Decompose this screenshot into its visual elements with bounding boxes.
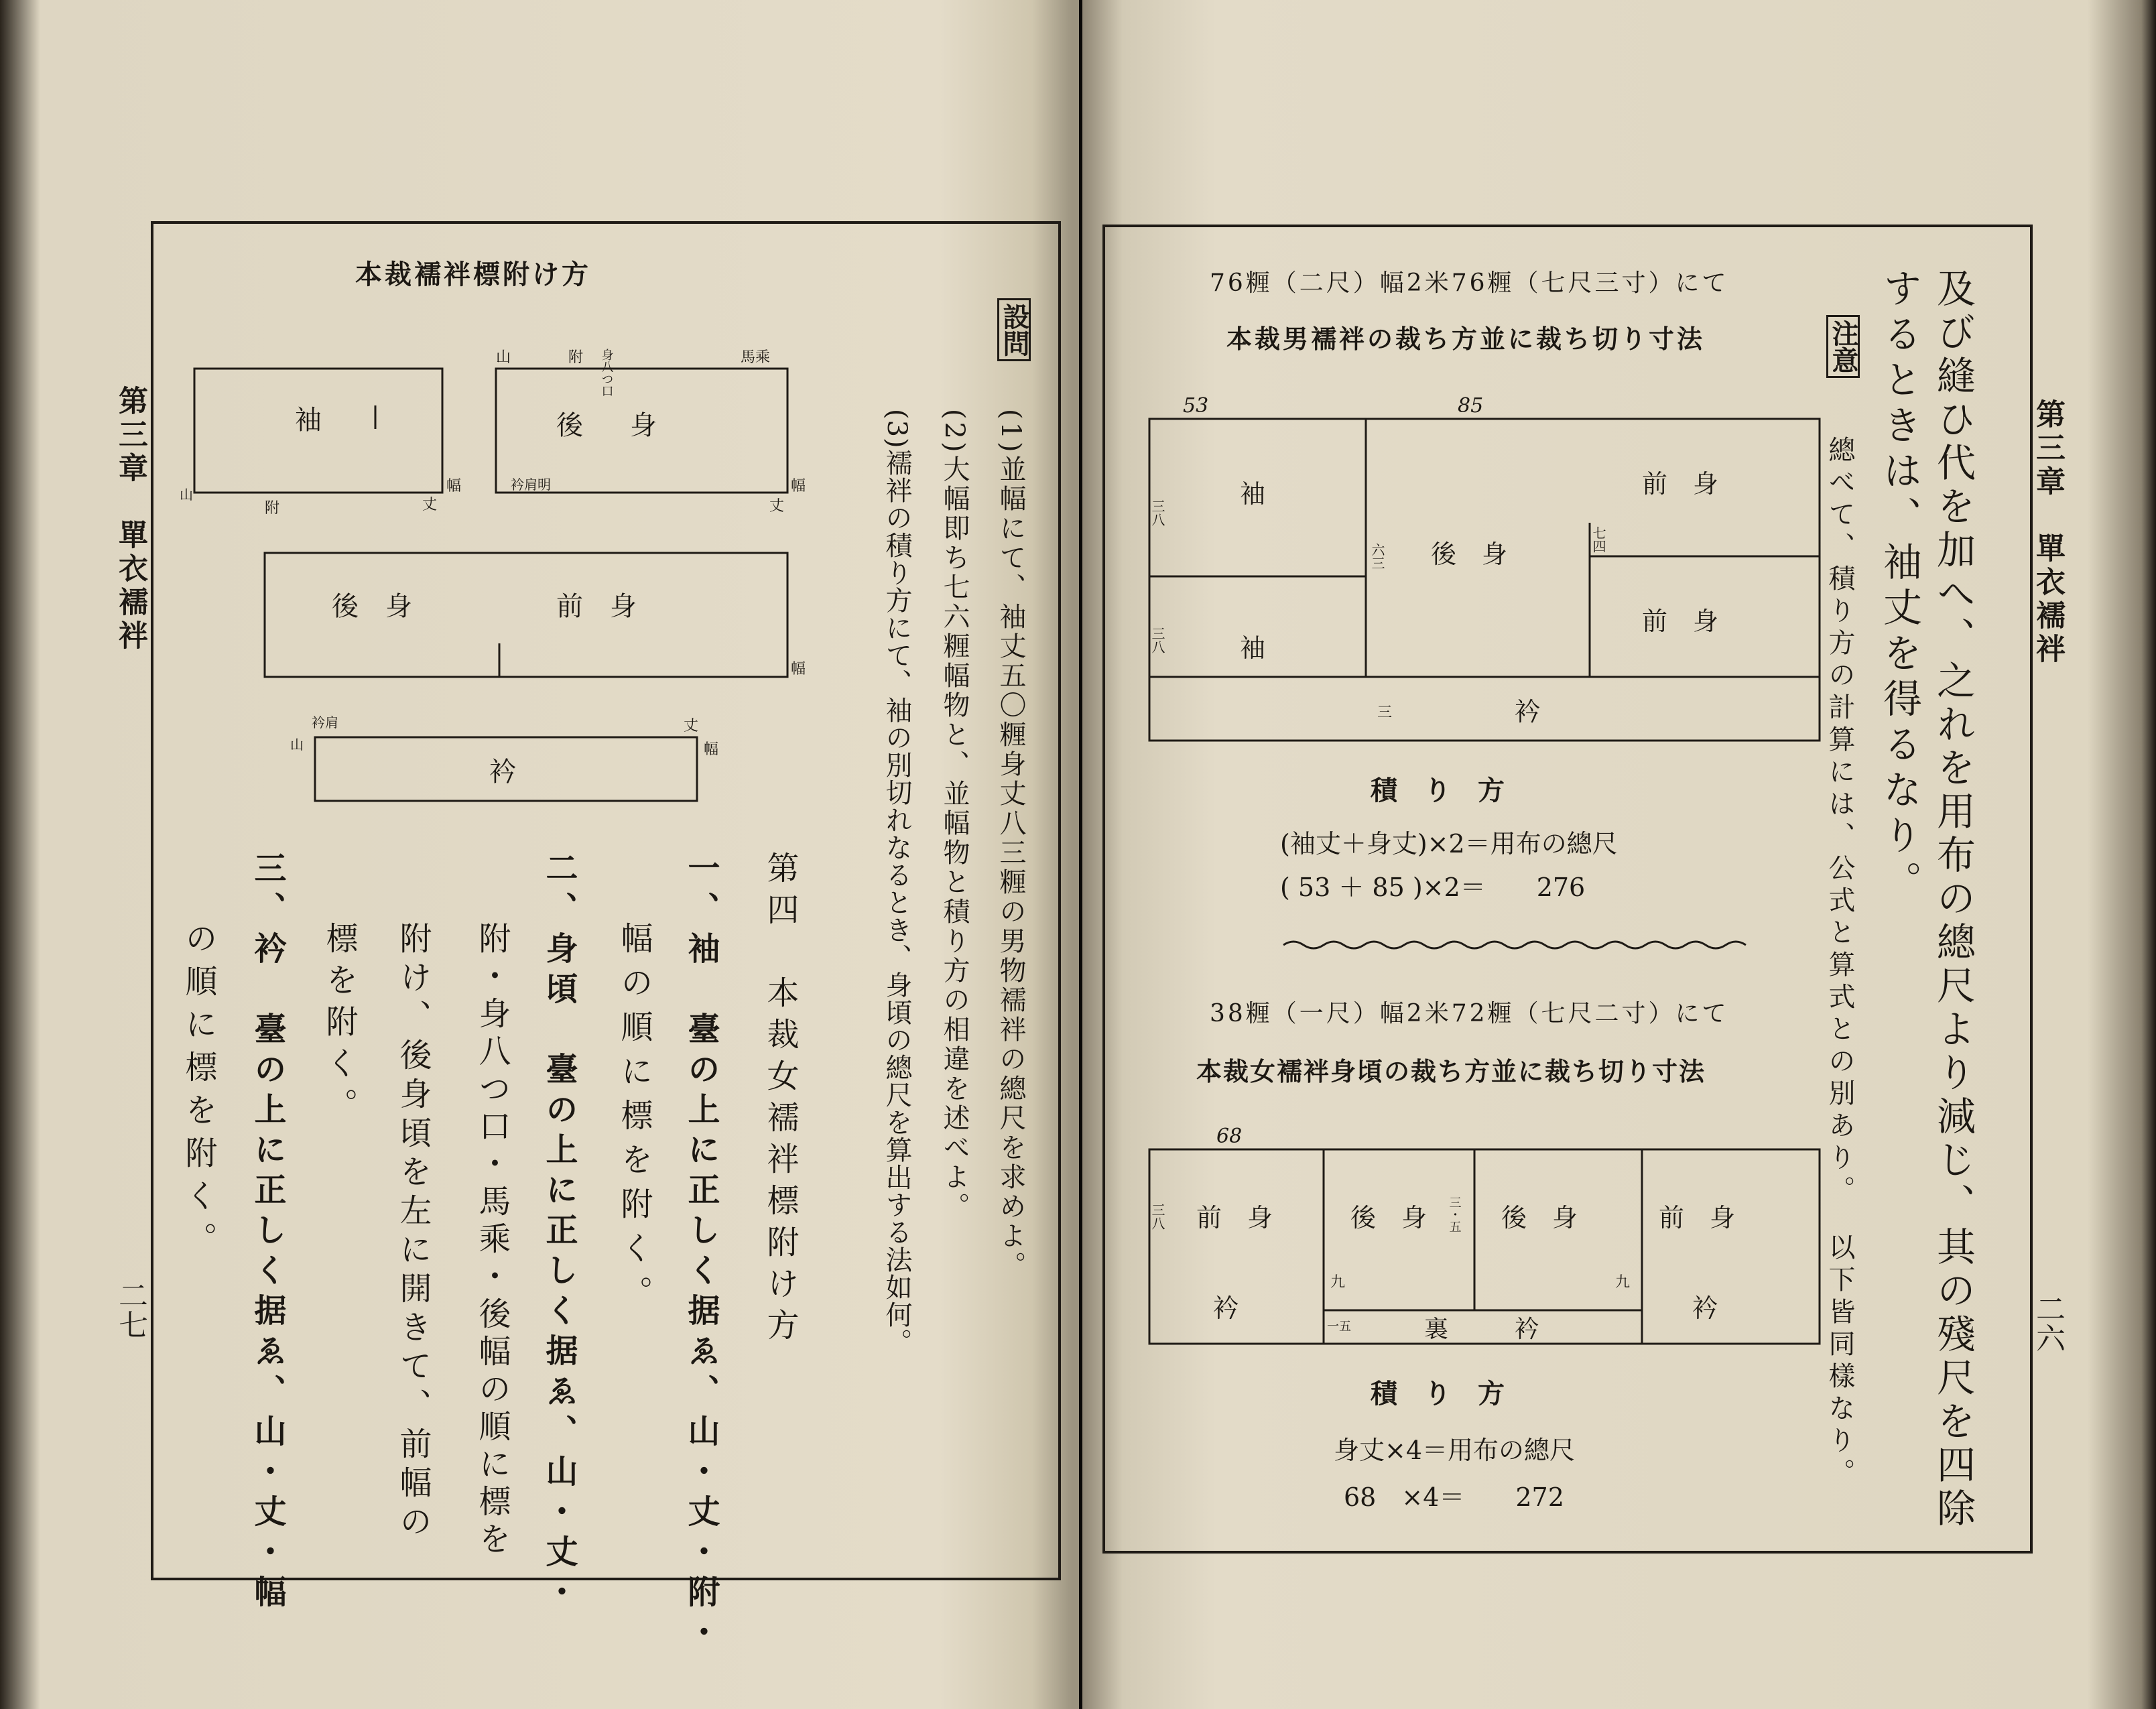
item-2-line-3: 附け、後身頃を左に開きて、前幅の <box>394 922 432 1543</box>
right-page-number: 二六 <box>2031 1293 2065 1352</box>
dim-53: 53 <box>1183 394 1209 418</box>
cutting-diagrams <box>1082 0 2156 1709</box>
d2-collar-mid: 衿 <box>1515 1316 1539 1343</box>
dim-9a: 九 <box>1330 1274 1346 1291</box>
mark-haba-1: 幅 <box>446 478 462 495</box>
dim-85: 85 <box>1458 394 1484 418</box>
d1-sleeve-top: 袖 <box>1240 479 1266 509</box>
item-1-line-2: 幅の順に標を附く。 <box>615 922 653 1320</box>
mark-take-2: 丈 <box>769 498 785 515</box>
item-2-line-2: 附・身八つ口・馬乘・後幅の順に標を <box>473 922 511 1560</box>
mark-eriake: 衿肩明 <box>511 477 551 493</box>
item-2-line-4: 標を附く。 <box>320 922 358 1129</box>
dim-3: 三 <box>1377 704 1393 721</box>
d2-front-right: 前 身 <box>1659 1203 1736 1232</box>
question-1: (1)並幅にて、袖丈五〇糎身丈八三糎の男物襦袢の總尺を求めよ。 <box>995 409 1026 1281</box>
body-back-label: 後 身 <box>332 591 412 622</box>
note-text-2: 以下皆同樣なり。 <box>1824 1233 1855 1491</box>
d2-front-left: 前 身 <box>1196 1203 1273 1232</box>
right-chapter-header: 第三章 單衣襦袢 <box>2031 399 2065 667</box>
dim-15: 一五 <box>1327 1320 1351 1334</box>
d2-dim-38: 三八 <box>1149 1203 1165 1230</box>
dim-63: 六三 <box>1369 543 1385 570</box>
mark-tsuke-2: 附 <box>265 500 280 517</box>
body-text-line-2: するときは、袖丈を得るなり。 <box>1877 268 1922 906</box>
dim-9b: 九 <box>1615 1274 1631 1291</box>
mark-take-3: 丈 <box>684 718 699 735</box>
d2-back-right: 後 身 <box>1501 1203 1578 1232</box>
mark-tsuke-1: 附 <box>568 349 584 366</box>
left-chapter-header: 第三章 單衣襦袢 <box>113 385 147 653</box>
sleeve-label: 袖 <box>295 405 322 436</box>
mark-yama-2: 山 <box>180 487 193 503</box>
diag1-title: 本裁男襦袢の裁ち方並に裁ち切り寸法 <box>1226 324 1706 354</box>
d1-sleeve-bottom: 袖 <box>1240 633 1266 663</box>
item-3-line-1: 三、衿 臺の上に正しく据ゑ、山・丈・幅 <box>249 851 286 1615</box>
diag2-calc: 68 ×4＝ 272 <box>1344 1482 1564 1512</box>
mitsukuchi-mark: 身八つ口 <box>599 349 614 397</box>
diag2-title: 本裁女襦袢身頃の裁ち方並に裁ち切り寸法 <box>1196 1056 1706 1086</box>
mark-haba-2: 幅 <box>791 478 806 495</box>
diag1-formula: (袖丈＋身丈)×2＝用布の總尺 <box>1280 829 1618 859</box>
question-3: (3)襦袢の積り方にて、袖の別切れなるとき、身頃の總尺を算出する法如何。 <box>881 409 912 1356</box>
diag2-calc-title: 積 り 方 <box>1371 1378 1505 1409</box>
mark-haba-3: 幅 <box>791 661 806 678</box>
right-page <box>1082 0 2156 1709</box>
dim-38b: 三八 <box>1149 627 1165 653</box>
d2-back-left: 後 身 <box>1350 1203 1428 1232</box>
mark-erikata: 衿肩 <box>312 714 338 731</box>
section-title: 第四 本裁女襦袢標附け方 <box>761 851 799 1350</box>
dim-68: 68 <box>1216 1125 1243 1148</box>
d2-ura: 裏 <box>1424 1316 1449 1343</box>
diag1-calc: ( 53 ＋ 85 )×2＝ 276 <box>1280 873 1586 902</box>
d2-collar-right: 衿 <box>1692 1293 1718 1323</box>
d1-front-bottom: 前 身 <box>1642 607 1719 636</box>
back-body-label: 後身 <box>556 410 704 441</box>
mark-yama-3: 山 <box>290 737 304 753</box>
mark-yama-1: 山 <box>496 349 511 366</box>
diag2-heading: 38糎（一尺）幅2米72糎（七尺二寸）にて <box>1210 1000 1729 1027</box>
dim-38a: 三八 <box>1149 499 1165 526</box>
diag1-heading: 76糎（二尺）幅2米76糎（七尺三寸）にて <box>1210 269 1729 297</box>
diagram-title: 本裁襦袢標附け方 <box>355 259 591 290</box>
mark-umanori: 馬乘 <box>741 349 771 366</box>
body-front-label: 前 身 <box>556 591 637 622</box>
diag1-calc-title: 積 り 方 <box>1371 775 1505 806</box>
item-3-line-2: の順に標を附く。 <box>180 922 217 1265</box>
d2-collar-left: 衿 <box>1213 1293 1239 1323</box>
body-text-line-1: 及び縫ひ代を加へ、之れを用布の總尺より減じ、其の殘尺を四除 <box>1930 268 1976 1531</box>
d1-back: 後 身 <box>1431 540 1508 569</box>
note-text-1: 總べて、積り方の計算には、公式と算式との別あり。 <box>1824 436 1855 1208</box>
item-2-line-1: 二、身頃 臺の上に正しく据ゑ、山・丈・ <box>540 851 578 1615</box>
dim-74: 七四 <box>1590 526 1606 553</box>
dim-35: 三・五 <box>1447 1196 1462 1232</box>
diag2-formula: 身丈×4＝用布の總尺 <box>1334 1436 1576 1465</box>
question-2: (2)大幅即ち七六糎幅物と、並幅物と積り方の相違を述べよ。 <box>939 409 970 1222</box>
item-1-line-1: 一、袖 臺の上に正しく据ゑ、山・丈・附・ <box>682 851 720 1655</box>
note-tag: 注意 <box>1826 315 1860 378</box>
mark-take-1: 丈 <box>422 497 438 513</box>
question-tag: 設問 <box>997 298 1031 361</box>
left-page-number: 二七 <box>113 1280 147 1339</box>
d1-collar: 衿 <box>1515 697 1541 726</box>
collar-label: 衿 <box>489 757 516 787</box>
mark-haba-4: 幅 <box>704 741 719 758</box>
d1-front-top: 前 身 <box>1642 469 1719 499</box>
